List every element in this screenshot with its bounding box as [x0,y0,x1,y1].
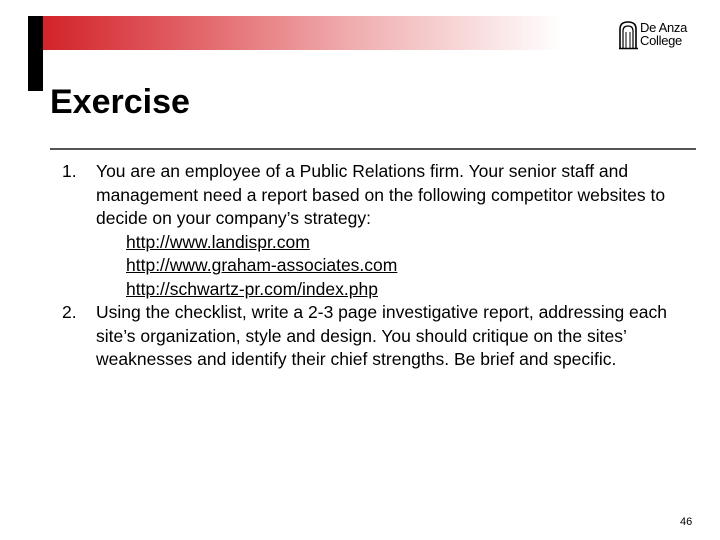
header-black-bar [28,16,43,91]
item-number: 2. [62,302,77,322]
logo-line-1: De Anza [640,20,688,35]
item-text: Using the checklist, write a 2-3 page investigative report, addressing each site’s organization, style and design. You should critique on the sites’ weaknesses and identify their chief strengths. Be brief and specific. [96,302,667,369]
header-red-gradient-bar [43,16,563,50]
link-graham-associates[interactable]: http://www.graham-associates.com [126,255,398,275]
exercise-item-1 [62,160,702,301]
title-divider [50,148,696,150]
competitor-links [96,231,702,302]
logo-wordmark [640,21,687,47]
link-landispr[interactable]: http://www.landispr.com [126,231,310,252]
exercise-item-2 [62,301,702,372]
page-number: 46 [680,516,693,528]
item-text: You are an employee of a Public Relations firm. Your senior staff and management need a report based on the following competitor websites to decide on your company’s strategy: [96,161,666,228]
link-schwartz-pr[interactable]: http://schwartz-pr.com/index.php [126,278,378,299]
exercise-list [62,160,702,372]
logo-line-2: College [640,33,682,48]
item-number: 1. [62,161,77,181]
slide-title: Exercise [50,83,190,121]
